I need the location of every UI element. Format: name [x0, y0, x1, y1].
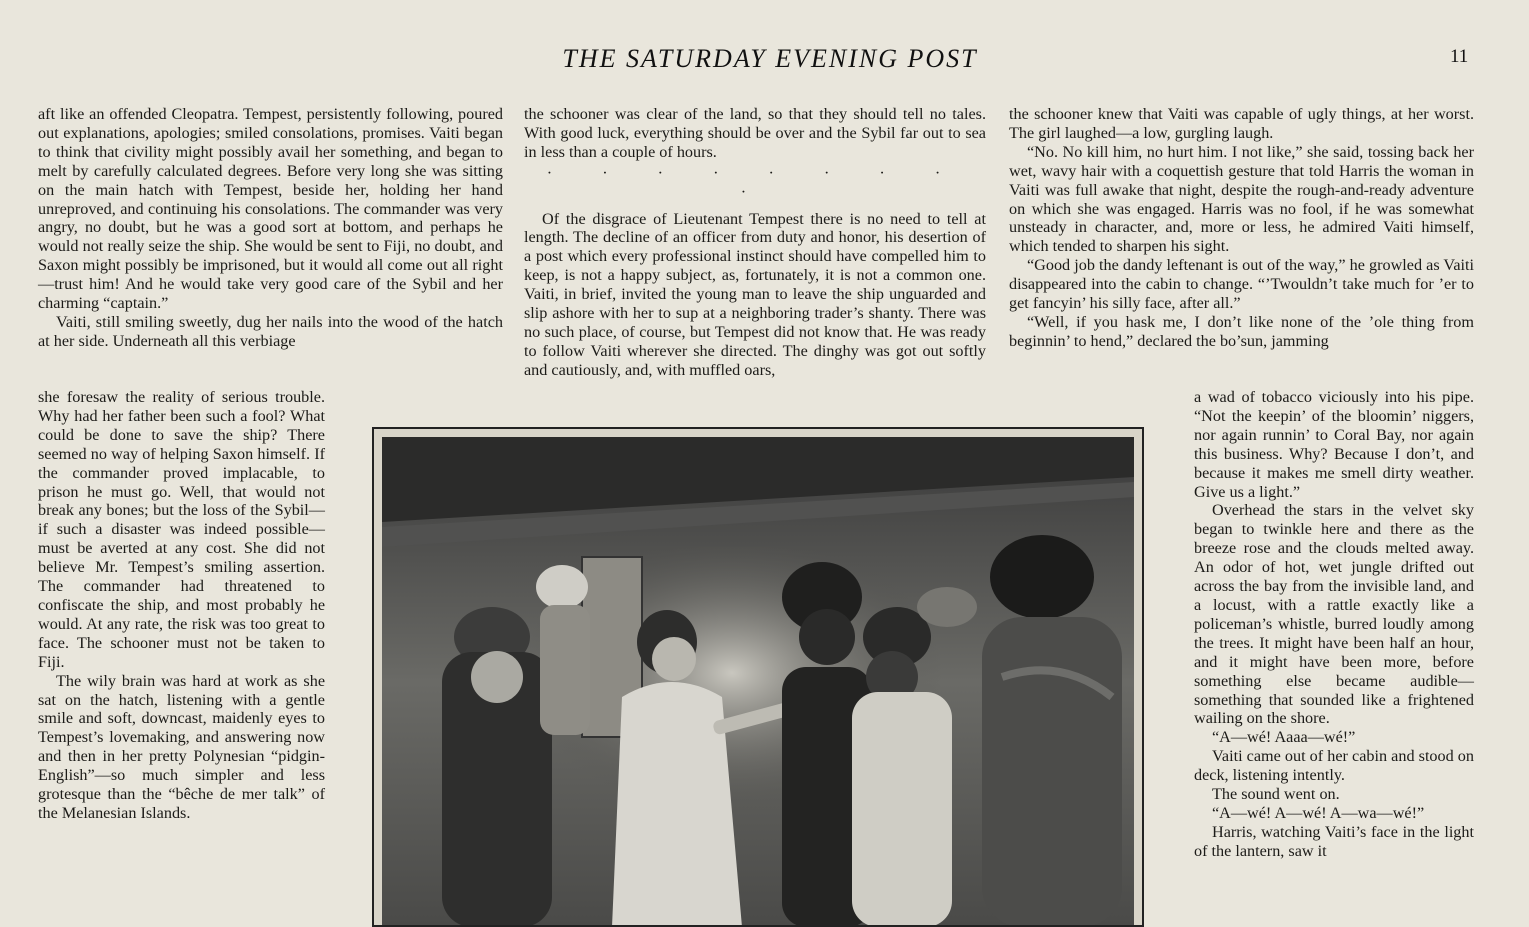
column-1: [38, 105, 503, 351]
masthead-title: THE SATURDAY EVENING POST: [562, 44, 978, 73]
illustration-frame: [372, 427, 1144, 927]
paragraph: she foresaw the reality of serious trouble. Why had her father been such a fool? What could be done to save the ship? There seemed no way of helping Saxon himself. If the commander proved implacable, to prison he must go. Well, that would not break any bones; but the loss of the Sybil—if such a disaster was indeed possible—must be averted at any cost. She did not believe Mr. Tempest’s smiling assertion. The commander had threatened to confiscate the ship, and most probably he would. At any rate, the risk was too great to face. The schooner must not be taken to Fiji.: [38, 388, 325, 671]
paragraph: Vaiti, still smiling sweetly, dug her nails into the wood of the hatch at her side. Underneath all this verbiage: [38, 312, 503, 350]
column-3-narrow: [1194, 388, 1474, 861]
paragraph: “A—wé! A—wé! A—wa—wé!”: [1212, 803, 1425, 822]
paragraph: the schooner knew that Vaiti was capable of ugly things, at her worst. The girl laughed—a low, gurgling laugh.: [1009, 105, 1474, 142]
illustration-drawing: [382, 437, 1134, 925]
paragraph: Of the disgrace of Lieutenant Tempest there is no need to tell at length. The decline of an officer from duty and honor, his desertion of a post which every professional instinct should have compelled him to keep, is not a happy subject, as, fortunately, it is not a common one. Vaiti, in brief, invited the young man to leave the ship unguarded and slip ashore with her to sup at a neighboring trader’s shanty. There was no such place, of course, but Tempest did not know that. He was ready to follow Vaiti wherever she directed. The dinghy was got out softly and cautiously, and, with muffled oars,: [524, 209, 986, 379]
paragraph: “Well, if you hask me, I don’t like none of the ’ole thing from beginnin’ to hend,” declared the bo’sun, jamming: [1009, 312, 1474, 350]
paragraph: Vaiti came out of her cabin and stood on deck, listening intently.: [1194, 747, 1474, 785]
paragraph: Harris, watching Vaiti’s face in the light of the lantern, saw it: [1194, 822, 1474, 860]
page-number: 11: [1450, 46, 1469, 67]
paragraph: the schooner was clear of the land, so that they should tell no tales. With good luck, everything should be over and the Sybil far out to sea in less than a couple of hours.: [524, 105, 986, 161]
paragraph: “Good job the dandy leftenant is out of the way,” he growled as Vaiti disappeared into the cabin to change. “’Twouldn’t take much for ’er to get fancyin’ his silly face, after all.”: [1009, 256, 1474, 313]
paragraph: The sound went on.: [1212, 785, 1340, 804]
column-3: [1009, 105, 1474, 351]
paragraph: “No. No kill him, no hurt him. I not like,” she said, tossing back her wet, wavy hair with a coquettish gesture that told Harris the woman in Vaiti was full awake that night, despite the rough-and-ready adventure on which she was engaged. Harris was no fool, if he was somewhat unsteady in character, and, more or less, he admired Vaiti himself, which tended to sharpen his sight.: [1009, 142, 1474, 256]
paragraph: “A—wé! Aaaa—wé!”: [1212, 728, 1356, 747]
paragraph: The wily brain was hard at work as she sat on the hatch, listening with a gentle smile and soft, downcast, maidenly eyes to Tempest’s lovemaking, and answering now and then in her pretty Polynesian “pidgin-English”—so much simpler and less grotesque than the “bêche de mer talk” of the Melanesian Islands.: [38, 671, 325, 822]
paragraph: Overhead the stars in the velvet sky began to twinkle here and there as the breeze rose and the clouds melted away. An odor of hot, wet jungle drifted out across the bay from the invisible land, and a locust, with a rattle exactly like a policeman’s whistle, burred loudly among the trees. It might have been half an hour, and it might have been more, before something else became audible—something that sounded like a frightened wailing on the shore.: [1194, 501, 1474, 728]
column-1-narrow: [38, 388, 325, 823]
paragraph: a wad of tobacco viciously into his pipe. “Not the keepin’ of the bloomin’ niggers, nor again runnin’ to Coral Bay, nor again this business. Why? Because I don’t, and because it makes me smell dirty weather. Give us a light.”: [1194, 388, 1474, 501]
ship-cabin-scene-illustration: [382, 437, 1134, 925]
paragraph: aft like an offended Cleopatra. Tempest, persistently following, poured out explanations, apologies; smiled consolations, promises. Vaiti began to think that civility might possibly avail her something, and began to melt by carefully calculated degrees. Before very long she was sitting on the main hatch with Tempest, beside her, holding her hand unreproved, and continuing his consolations. The commander was very angry, no doubt, but he was a good sort at bottom, and perhaps he would not really seize the ship. She would be sent to Fiji, no doubt, and Saxon might possibly be imprisoned, but it would all come out all right—trust him! And he would take very good care of the Sybil and her charming “captain.”: [38, 105, 503, 313]
column-2: [524, 105, 986, 380]
section-separator: · · · · · · · · ·: [546, 163, 964, 201]
